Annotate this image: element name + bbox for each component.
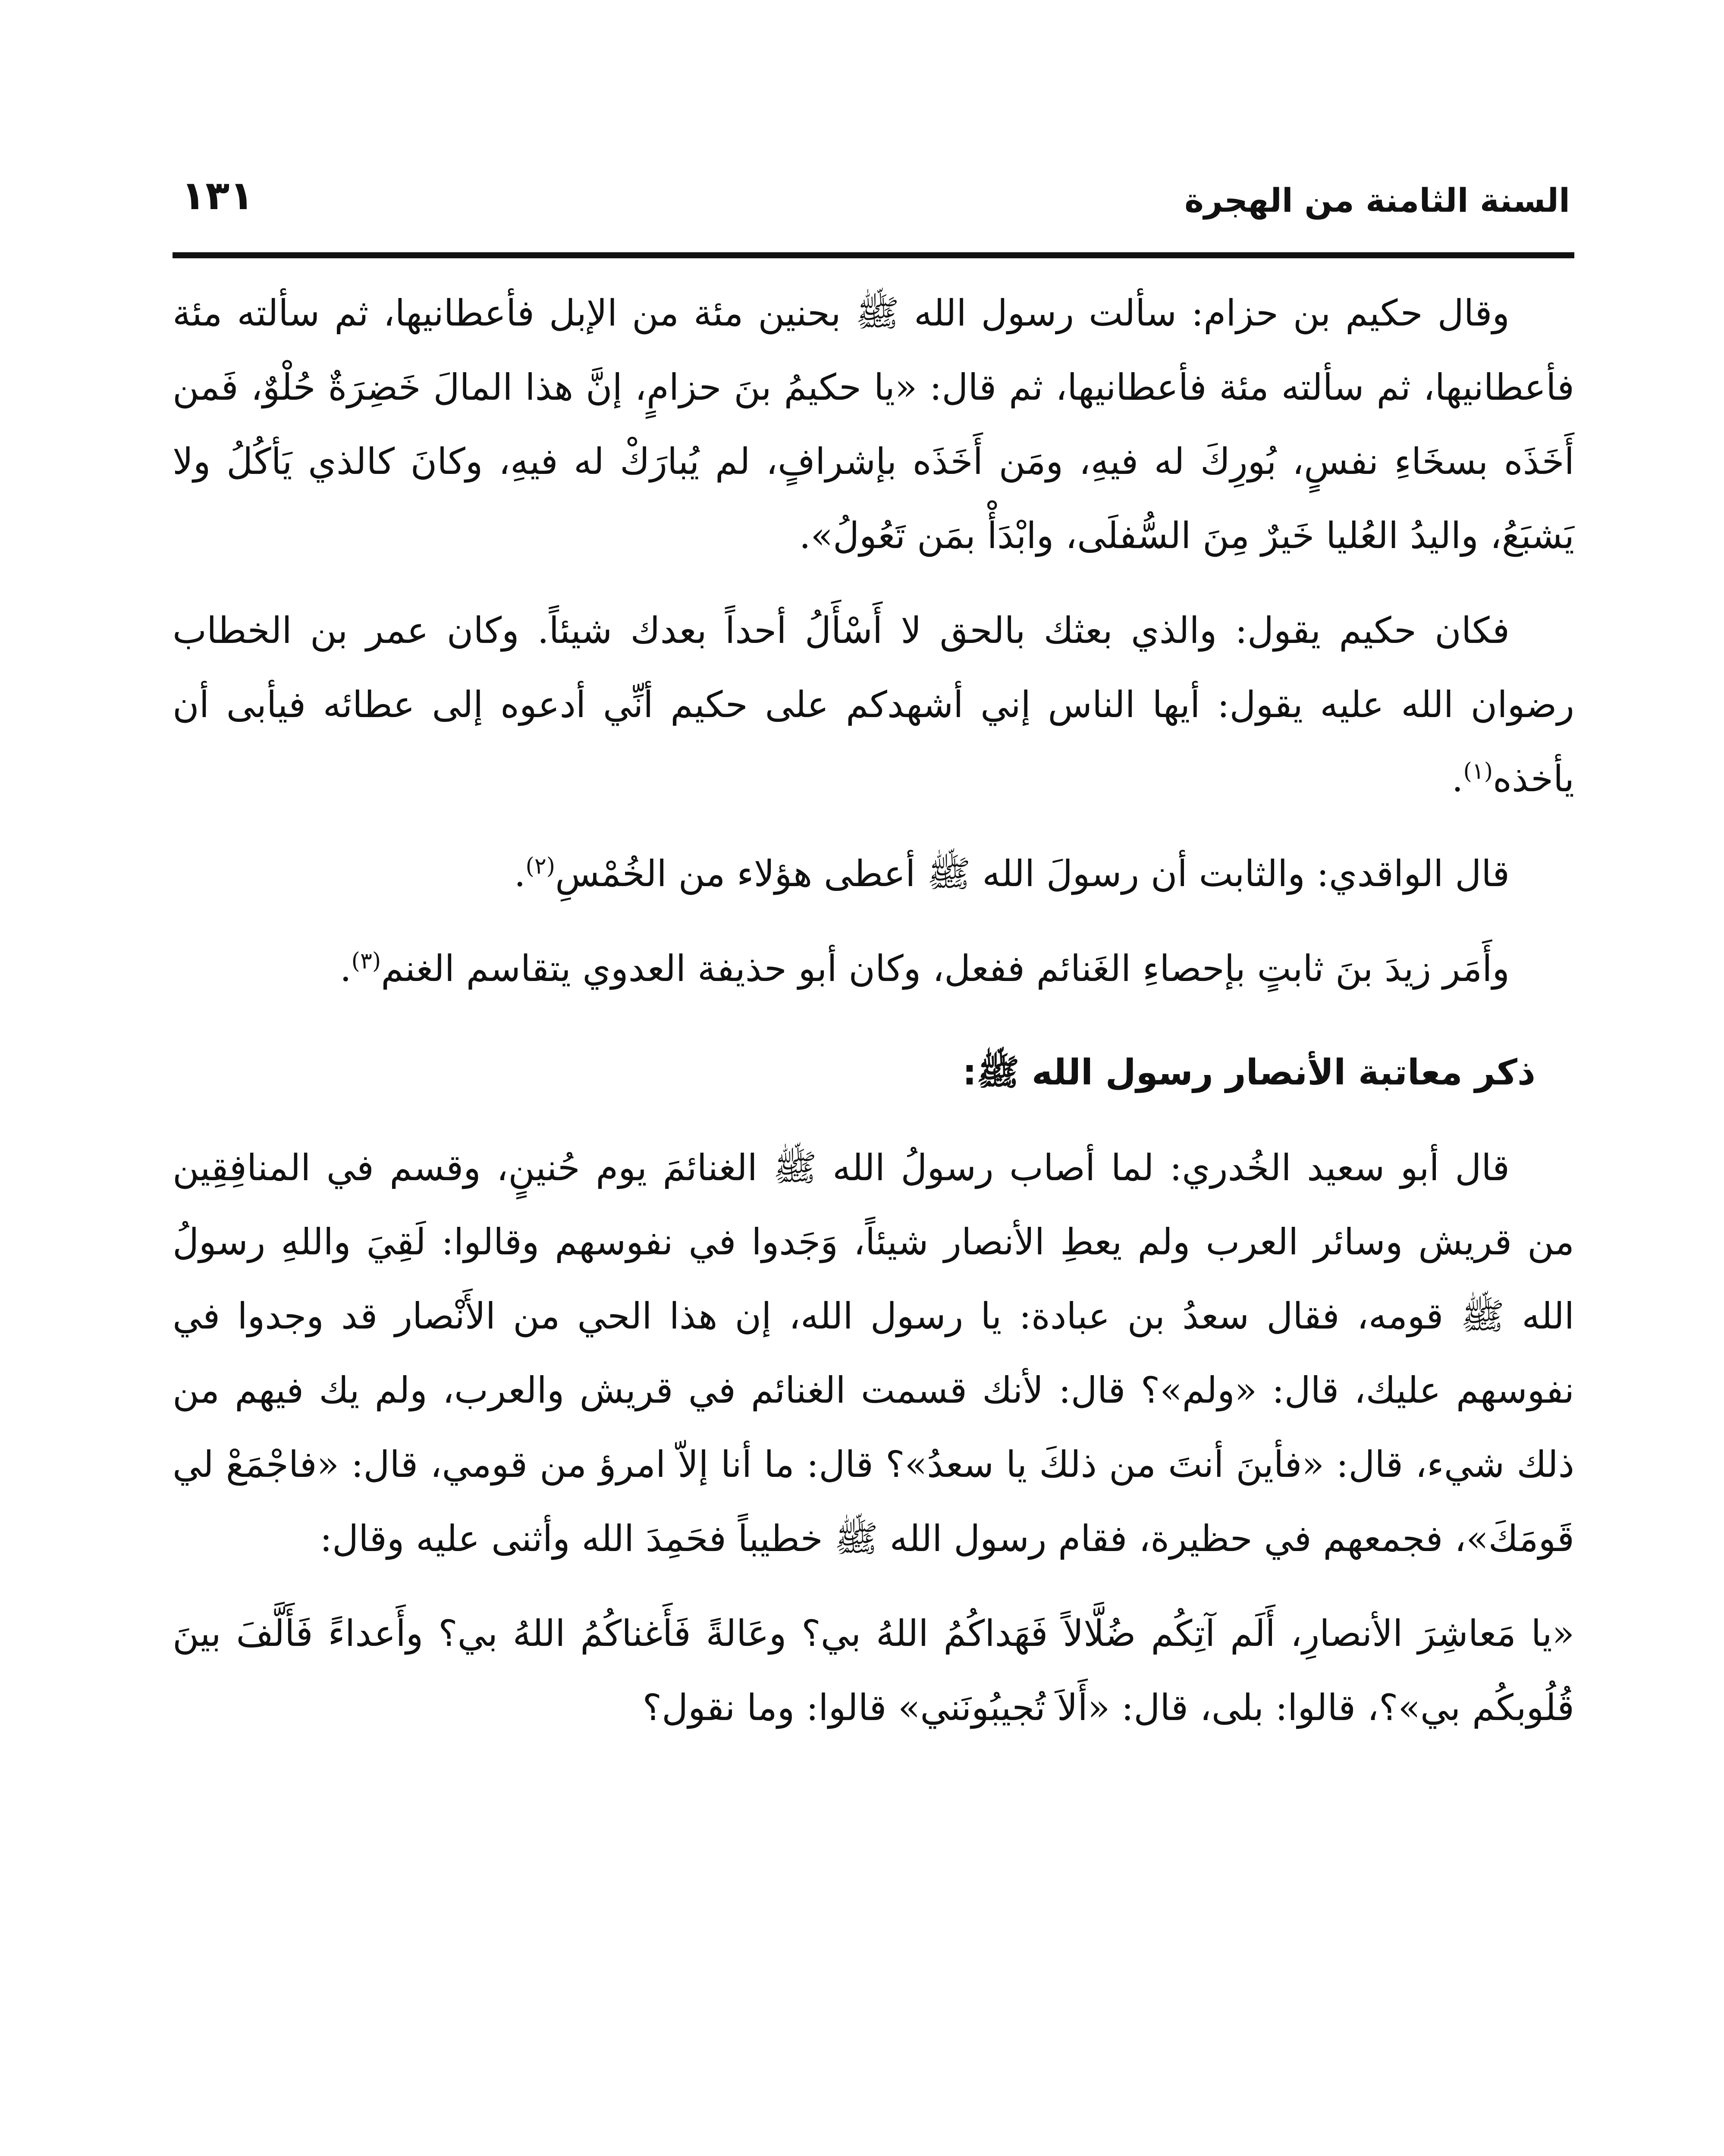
paragraph-text: «يا مَعاشِرَ الأنصارِ، أَلَم آتِكُم ضُلَّالاً فَهَداكُمُ اللهُ بي؟ وعَالةً فَأَغناكُمُ اللهُ بي؟ وأَعداءً فَأَلَّفَ بينَ قُلُوبكُم بي»؟، قالوا: بلى، قال: «أَلاَ تُجيبُونَني» قالوا: وما نقول؟: [173, 1612, 1574, 1729]
running-header: [173, 164, 1574, 250]
paragraph: [173, 1131, 1574, 1576]
page-number: ١٣١: [181, 172, 254, 219]
header-divider: [173, 252, 1574, 258]
paragraph: وأَمَر زيدَ بنَ ثابتٍ بإحصاءِ الغَنائم ففعل، وكان أبو حذيفة العدوي يتقاسم الغنم$^{(٣)}$.: [339, 947, 1510, 990]
footnote-ref: (٣): [351, 948, 381, 974]
running-title: السنة الثامنة من الهجرة: [1184, 181, 1570, 219]
paragraph-text: فكان حكيم يقول: والذي بعثك بالحق لا أَسْأَلُ أحداً بعدك شيئاً. وكان عمر بن الخطاب رضوان الله عليه يقول: أيها الناس إني أشهدكم على حكيم أنِّي أدعوه إلى عطائه فيأبى أن يأخذه: [173, 609, 1574, 800]
paragraph-text: وأَمَر زيدَ بنَ ثابتٍ بإحصاءِ الغَنائم ففعل، وكان أبو حذيفة العدوي يتقاسم الغنم: [381, 947, 1510, 990]
footnote-ref: (٢): [525, 853, 556, 879]
paragraph-text: قال أبو سعيد الخُدري: لما أصاب رسولُ الله ﷺ الغنائمَ يوم حُنينٍ، وقسم في المنافِقِين من قريش وسائر العرب ولم يعطِ الأنصار شيئاً، وَجَدوا في نفوسهم وقالوا: لَقِيَ واللهِ رسولُ الله ﷺ قومه، فقال سعدُ بن عبادة: يا رسول الله، إن هذا الحي من الأَنْصار قد وجدوا في نفوسهم عليك، قال: «ولم»؟ قال: لأنك قسمت الغنائم في قريش والعرب، ولم يك فيهم من ذلك شيء، قال: «فأينَ أنتَ من ذلكَ يا سعدُ»؟ قال: ما أنا إلاّ امرؤ من قومي، قال: «فاجْمَعْ لي قَومَكَ»، فجمعهم في حظيرة، فقام رسول الله ﷺ خطيباً فحَمِدَ الله وأثنى عليه وقال:: [173, 1147, 1574, 1560]
quote-paragraph: [173, 1596, 1574, 1745]
book-page: [173, 164, 1574, 2156]
main-text: [173, 276, 1574, 1765]
paragraph: [173, 276, 1574, 573]
paragraph: قال الواقدي: والثابت أن رسولَ الله ﷺ أعطى هؤلاء من الخُمْسِ$^{(٢)}$.: [514, 852, 1510, 895]
paragraph: فكان حكيم يقول: والذي بعثك بالحق لا أَسْأَلُ أحداً بعدك شيئاً. وكان عمر بن الخطاب رضوان الله عليه يقول: أيها الناس إني أشهدكم على حكيم أنِّي أدعوه إلى عطائه فيأبى أن يأخذه$^{(١)}$.: [173, 609, 1574, 800]
paragraph-text: وقال حكيم بن حزام: سألت رسول الله ﷺ بحنين مئة من الإبل فأعطانيها، ثم سألته مئة فأعطانيها، ثم سألته مئة فأعطانيها، ثم قال: «يا حكيمُ بنَ حزامٍ، إنَّ هذا المالَ خَضِرَةٌ حُلْوٌ، فَمن أَخَذَه بسخَاءِ نفسٍ، بُورِكَ له فيهِ، ومَن أَخَذَه بإشرافٍ، لم يُبارَكْ له فيهِ، وكانَ كالذي يَأكُلُ ولا يَشبَعُ، واليدُ العُليا خَيرٌ مِنَ السُّفلَى، وابْدَأْ بمَن تَعُولُ».: [173, 292, 1574, 557]
footnote-ref: (١): [1463, 758, 1493, 784]
paragraph-text: قال الواقدي: والثابت أن رسولَ الله ﷺ أعطى هؤلاء من الخُمْسِ: [555, 852, 1510, 895]
section-heading: ذكر معاتبة الأنصار رسول الله ﷺ:: [962, 1052, 1536, 1093]
